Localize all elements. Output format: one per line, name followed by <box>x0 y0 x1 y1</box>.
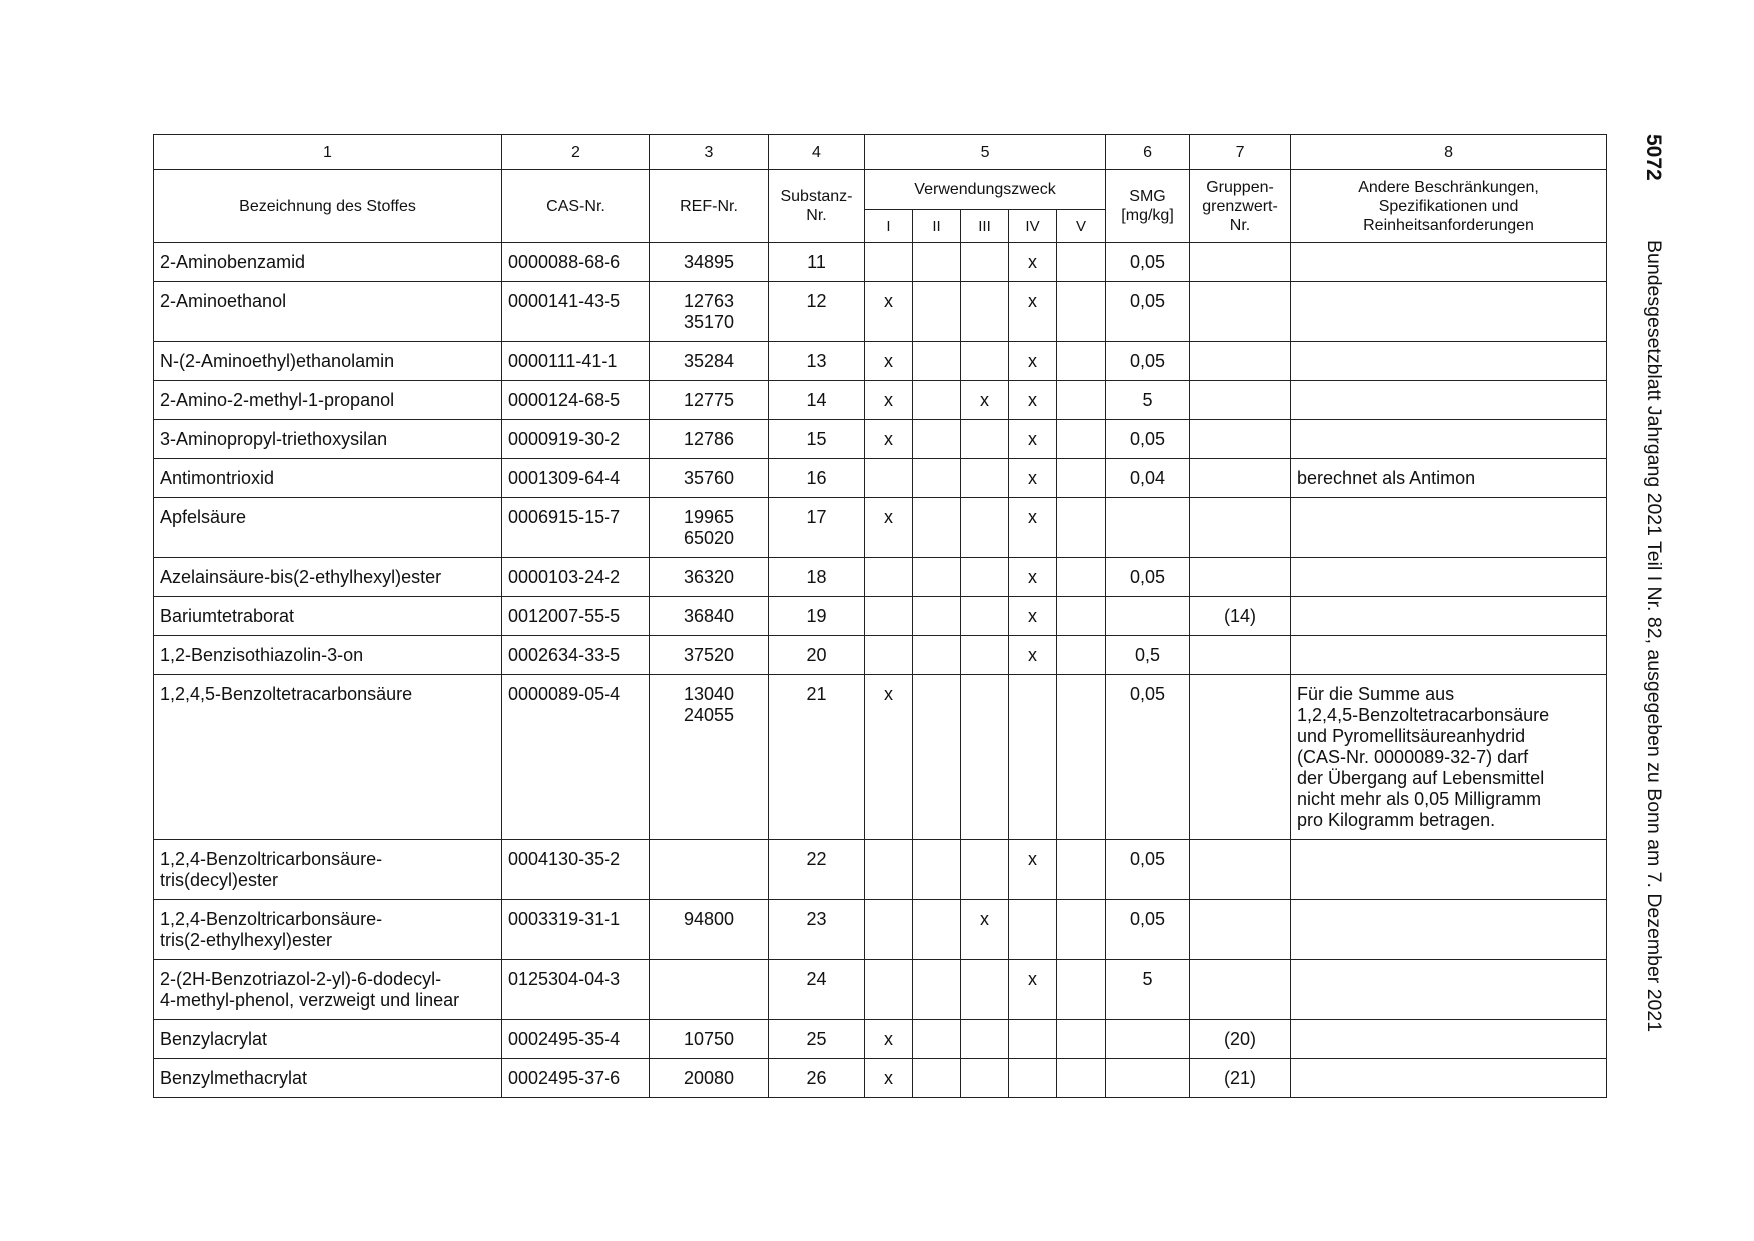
usage-v-mark <box>1057 498 1106 558</box>
table-row <box>154 420 1607 459</box>
running-head: Bundesgesetzblatt Jahrgang 2021 Teil I Nr. 82, ausgegeben zu Bonn am 7. Dezember 2021 <box>1643 240 1665 1033</box>
substance-number: 21 <box>769 675 865 840</box>
header-usage-iv: IV <box>1009 210 1057 243</box>
header-gruppengrenzwert: Gruppen- grenzwert- Nr. <box>1190 170 1291 243</box>
usage-iii-mark <box>961 675 1009 840</box>
substance-name: 2-Aminobenzamid <box>154 243 502 282</box>
usage-v-mark <box>1057 840 1106 900</box>
usage-v-mark <box>1057 420 1106 459</box>
usage-iii-mark: x <box>961 381 1009 420</box>
usage-iii-mark: x <box>961 900 1009 960</box>
ref-number: 12786 <box>650 420 769 459</box>
usage-i-mark: x <box>865 342 913 381</box>
other-restrictions <box>1291 282 1607 342</box>
usage-i-mark <box>865 840 913 900</box>
cas-number: 0000124-68-5 <box>502 381 650 420</box>
column-number-row <box>154 135 1607 170</box>
col-number: 5 <box>865 135 1106 170</box>
substance-number: 23 <box>769 900 865 960</box>
usage-iv-mark: x <box>1009 459 1057 498</box>
table-row <box>154 840 1607 900</box>
usage-ii-mark <box>913 558 961 597</box>
usage-ii-mark <box>913 1059 961 1098</box>
usage-ii-mark <box>913 597 961 636</box>
table-row <box>154 1020 1607 1059</box>
substance-number: 15 <box>769 420 865 459</box>
usage-i-mark <box>865 558 913 597</box>
usage-iii-mark <box>961 960 1009 1020</box>
substance-number: 13 <box>769 342 865 381</box>
table-row <box>154 498 1607 558</box>
usage-ii-mark <box>913 381 961 420</box>
usage-ii-mark <box>913 1020 961 1059</box>
ref-number: 34895 <box>650 243 769 282</box>
usage-iv-mark <box>1009 1059 1057 1098</box>
smg-value: 5 <box>1106 960 1190 1020</box>
other-restrictions <box>1291 1020 1607 1059</box>
substance-table <box>153 134 1607 1098</box>
header-substanz: Substanz- Nr. <box>769 170 865 243</box>
header-smg: SMG [mg/kg] <box>1106 170 1190 243</box>
usage-v-mark <box>1057 381 1106 420</box>
usage-v-mark <box>1057 960 1106 1020</box>
usage-i-mark: x <box>865 675 913 840</box>
usage-ii-mark <box>913 675 961 840</box>
table-row <box>154 900 1607 960</box>
usage-ii-mark <box>913 840 961 900</box>
group-limit-number <box>1190 960 1291 1020</box>
page-number: 5072 <box>1642 134 1665 181</box>
cas-number: 0000919-30-2 <box>502 420 650 459</box>
header-usage-ii: II <box>913 210 961 243</box>
usage-iv-mark: x <box>1009 636 1057 675</box>
usage-ii-mark <box>913 243 961 282</box>
ref-number: 35284 <box>650 342 769 381</box>
smg-value <box>1106 498 1190 558</box>
other-restrictions: berechnet als Antimon <box>1291 459 1607 498</box>
usage-iv-mark: x <box>1009 498 1057 558</box>
substance-name: 2-(2H-Benzotriazol-2-yl)-6-dodecyl- 4-methyl-phenol, verzweigt und linear <box>154 960 502 1020</box>
header-verwendungszweck: Verwendungszweck <box>865 170 1106 210</box>
header-bezeichnung: Bezeichnung des Stoffes <box>154 170 502 243</box>
group-limit-number: (21) <box>1190 1059 1291 1098</box>
column-title-row <box>154 170 1607 210</box>
other-restrictions <box>1291 420 1607 459</box>
cas-number: 0001309-64-4 <box>502 459 650 498</box>
smg-value: 0,05 <box>1106 282 1190 342</box>
usage-ii-mark <box>913 960 961 1020</box>
substance-number: 16 <box>769 459 865 498</box>
table-row <box>154 243 1607 282</box>
usage-iv-mark <box>1009 1020 1057 1059</box>
substance-number: 19 <box>769 597 865 636</box>
smg-value: 0,05 <box>1106 342 1190 381</box>
table-header <box>154 135 1607 243</box>
usage-i-mark <box>865 597 913 636</box>
ref-number: 35760 <box>650 459 769 498</box>
smg-value: 5 <box>1106 381 1190 420</box>
cas-number: 0125304-04-3 <box>502 960 650 1020</box>
other-restrictions <box>1291 381 1607 420</box>
usage-i-mark <box>865 636 913 675</box>
ref-number: 36840 <box>650 597 769 636</box>
smg-value: 0,5 <box>1106 636 1190 675</box>
header-usage-iii: III <box>961 210 1009 243</box>
substance-name: Antimontrioxid <box>154 459 502 498</box>
ref-number: 36320 <box>650 558 769 597</box>
group-limit-number <box>1190 243 1291 282</box>
usage-iii-mark <box>961 459 1009 498</box>
cas-number: 0000089-05-4 <box>502 675 650 840</box>
substance-number: 14 <box>769 381 865 420</box>
smg-value: 0,04 <box>1106 459 1190 498</box>
usage-i-mark <box>865 900 913 960</box>
group-limit-number <box>1190 342 1291 381</box>
usage-iii-mark <box>961 636 1009 675</box>
other-restrictions <box>1291 342 1607 381</box>
usage-iii-mark <box>961 420 1009 459</box>
usage-iii-mark <box>961 243 1009 282</box>
usage-v-mark <box>1057 243 1106 282</box>
smg-value: 0,05 <box>1106 675 1190 840</box>
col-number: 4 <box>769 135 865 170</box>
group-limit-number: (20) <box>1190 1020 1291 1059</box>
other-restrictions <box>1291 960 1607 1020</box>
usage-i-mark <box>865 459 913 498</box>
usage-iv-mark: x <box>1009 282 1057 342</box>
table-row <box>154 636 1607 675</box>
table-row <box>154 282 1607 342</box>
usage-ii-mark <box>913 498 961 558</box>
usage-ii-mark <box>913 420 961 459</box>
col-number: 3 <box>650 135 769 170</box>
ref-number <box>650 840 769 900</box>
ref-number: 94800 <box>650 900 769 960</box>
group-limit-number <box>1190 900 1291 960</box>
other-restrictions <box>1291 243 1607 282</box>
substance-name: N-(2-Aminoethyl)ethanolamin <box>154 342 502 381</box>
cas-number: 0000111-41-1 <box>502 342 650 381</box>
smg-value <box>1106 1059 1190 1098</box>
smg-value: 0,05 <box>1106 420 1190 459</box>
usage-i-mark <box>865 960 913 1020</box>
substance-number: 26 <box>769 1059 865 1098</box>
usage-v-mark <box>1057 597 1106 636</box>
ref-number: 20080 <box>650 1059 769 1098</box>
substance-name: Bariumtetraborat <box>154 597 502 636</box>
substance-name: 2-Amino-2-methyl-1-propanol <box>154 381 502 420</box>
usage-iv-mark: x <box>1009 960 1057 1020</box>
cas-number: 0000103-24-2 <box>502 558 650 597</box>
substance-number: 20 <box>769 636 865 675</box>
usage-i-mark <box>865 243 913 282</box>
usage-iii-mark <box>961 597 1009 636</box>
substance-name: Azelainsäure-bis(2-ethylhexyl)ester <box>154 558 502 597</box>
usage-i-mark: x <box>865 420 913 459</box>
group-limit-number <box>1190 282 1291 342</box>
other-restrictions: Für die Summe aus 1,2,4,5-Benzoltetracarbonsäure und Pyromellitsäureanhydrid (CAS-Nr. 0000089-32-7) darf der Übergang auf Lebensmittel nicht mehr als 0,05 Milligramm pro Kilogramm betragen. <box>1291 675 1607 840</box>
ref-number: 37520 <box>650 636 769 675</box>
usage-v-mark <box>1057 558 1106 597</box>
smg-value: 0,05 <box>1106 243 1190 282</box>
ref-number: 12775 <box>650 381 769 420</box>
smg-value <box>1106 1020 1190 1059</box>
ref-number: 10750 <box>650 1020 769 1059</box>
ref-number: 12763 35170 <box>650 282 769 342</box>
header-usage-v: V <box>1057 210 1106 243</box>
usage-v-mark <box>1057 342 1106 381</box>
substance-number: 17 <box>769 498 865 558</box>
usage-v-mark <box>1057 1059 1106 1098</box>
cas-number: 0004130-35-2 <box>502 840 650 900</box>
ref-number: 19965 65020 <box>650 498 769 558</box>
group-limit-number <box>1190 840 1291 900</box>
group-limit-number <box>1190 459 1291 498</box>
cas-number: 0000141-43-5 <box>502 282 650 342</box>
group-limit-number: (14) <box>1190 597 1291 636</box>
usage-iii-mark <box>961 1020 1009 1059</box>
usage-iv-mark: x <box>1009 381 1057 420</box>
usage-v-mark <box>1057 636 1106 675</box>
usage-ii-mark <box>913 900 961 960</box>
usage-iv-mark <box>1009 900 1057 960</box>
ref-number <box>650 960 769 1020</box>
group-limit-number <box>1190 558 1291 597</box>
table-row <box>154 1059 1607 1098</box>
usage-iii-mark <box>961 1059 1009 1098</box>
substance-name: Benzylmethacrylat <box>154 1059 502 1098</box>
cas-number: 0006915-15-7 <box>502 498 650 558</box>
substance-number: 11 <box>769 243 865 282</box>
usage-iv-mark <box>1009 675 1057 840</box>
smg-value: 0,05 <box>1106 558 1190 597</box>
table-body <box>154 243 1607 1098</box>
usage-iv-mark: x <box>1009 420 1057 459</box>
other-restrictions <box>1291 498 1607 558</box>
usage-iii-mark <box>961 558 1009 597</box>
usage-i-mark: x <box>865 381 913 420</box>
usage-v-mark <box>1057 1020 1106 1059</box>
other-restrictions <box>1291 840 1607 900</box>
usage-v-mark <box>1057 459 1106 498</box>
other-restrictions <box>1291 636 1607 675</box>
other-restrictions <box>1291 558 1607 597</box>
cas-number: 0002634-33-5 <box>502 636 650 675</box>
substance-name: 1,2,4-Benzoltricarbonsäure- tris(decyl)ester <box>154 840 502 900</box>
table-row <box>154 459 1607 498</box>
usage-iv-mark: x <box>1009 558 1057 597</box>
usage-ii-mark <box>913 636 961 675</box>
cas-number: 0003319-31-1 <box>502 900 650 960</box>
usage-v-mark <box>1057 900 1106 960</box>
usage-iii-mark <box>961 282 1009 342</box>
table-row <box>154 675 1607 840</box>
usage-iii-mark <box>961 840 1009 900</box>
cas-number: 0000088-68-6 <box>502 243 650 282</box>
usage-iii-mark <box>961 498 1009 558</box>
other-restrictions <box>1291 597 1607 636</box>
usage-ii-mark <box>913 282 961 342</box>
group-limit-number <box>1190 498 1291 558</box>
col-number: 7 <box>1190 135 1291 170</box>
other-restrictions <box>1291 900 1607 960</box>
usage-iii-mark <box>961 342 1009 381</box>
substance-name: 1,2,4-Benzoltricarbonsäure- tris(2-ethylhexyl)ester <box>154 900 502 960</box>
header-andere-beschraenkungen: Andere Beschränkungen, Spezifikationen und Reinheitsanforderungen <box>1291 170 1607 243</box>
group-limit-number <box>1190 420 1291 459</box>
usage-iv-mark: x <box>1009 243 1057 282</box>
usage-iv-mark: x <box>1009 342 1057 381</box>
usage-i-mark: x <box>865 498 913 558</box>
group-limit-number <box>1190 636 1291 675</box>
substance-number: 25 <box>769 1020 865 1059</box>
col-number: 6 <box>1106 135 1190 170</box>
smg-value: 0,05 <box>1106 840 1190 900</box>
other-restrictions <box>1291 1059 1607 1098</box>
cas-number: 0012007-55-5 <box>502 597 650 636</box>
table-row <box>154 558 1607 597</box>
usage-iv-mark: x <box>1009 597 1057 636</box>
col-number: 2 <box>502 135 650 170</box>
substance-name: Benzylacrylat <box>154 1020 502 1059</box>
header-usage-i: I <box>865 210 913 243</box>
usage-v-mark <box>1057 282 1106 342</box>
group-limit-number <box>1190 675 1291 840</box>
substance-number: 12 <box>769 282 865 342</box>
col-number: 1 <box>154 135 502 170</box>
usage-i-mark: x <box>865 1020 913 1059</box>
cas-number: 0002495-37-6 <box>502 1059 650 1098</box>
usage-i-mark: x <box>865 282 913 342</box>
table-row <box>154 960 1607 1020</box>
substance-number: 24 <box>769 960 865 1020</box>
substance-number: 18 <box>769 558 865 597</box>
group-limit-number <box>1190 381 1291 420</box>
substance-name: 1,2-Benzisothiazolin-3-on <box>154 636 502 675</box>
substance-number: 22 <box>769 840 865 900</box>
col-number: 8 <box>1291 135 1607 170</box>
ref-number: 13040 24055 <box>650 675 769 840</box>
usage-iv-mark: x <box>1009 840 1057 900</box>
table-row <box>154 342 1607 381</box>
header-cas: CAS-Nr. <box>502 170 650 243</box>
header-ref: REF-Nr. <box>650 170 769 243</box>
table-row <box>154 597 1607 636</box>
usage-ii-mark <box>913 459 961 498</box>
table-row <box>154 381 1607 420</box>
substance-name: 2-Aminoethanol <box>154 282 502 342</box>
smg-value <box>1106 597 1190 636</box>
substance-name: 3-Aminopropyl-triethoxysilan <box>154 420 502 459</box>
usage-i-mark: x <box>865 1059 913 1098</box>
smg-value: 0,05 <box>1106 900 1190 960</box>
substance-name: Apfelsäure <box>154 498 502 558</box>
substance-name: 1,2,4,5-Benzoltetracarbonsäure <box>154 675 502 840</box>
usage-ii-mark <box>913 342 961 381</box>
usage-v-mark <box>1057 675 1106 840</box>
cas-number: 0002495-35-4 <box>502 1020 650 1059</box>
